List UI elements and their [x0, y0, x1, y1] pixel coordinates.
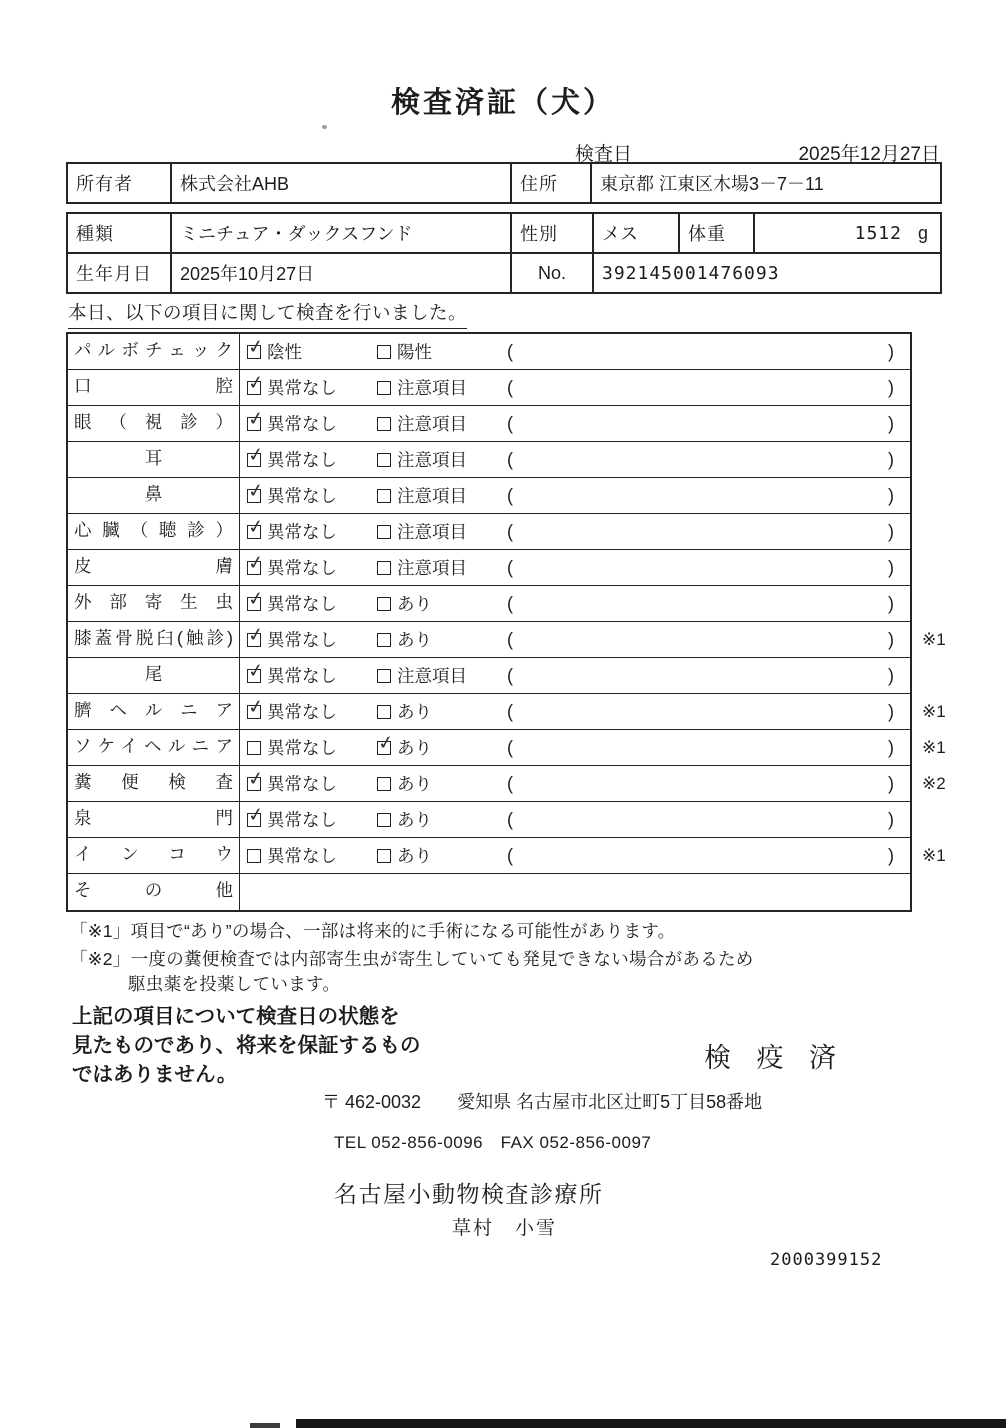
checkbox-icon — [247, 417, 261, 431]
disclaimer-text — [72, 1002, 421, 1089]
paren-open: ( — [507, 665, 513, 685]
checkbox-icon — [377, 813, 391, 827]
option-present — [377, 802, 432, 837]
option-label: 注意項目 — [397, 378, 467, 398]
paren-open: ( — [507, 845, 513, 865]
exam-row-content — [240, 550, 910, 585]
exam-row-eyes — [68, 406, 910, 442]
clinic-address: 愛知県 名古屋市北区辻町5丁目58番地 — [457, 1092, 763, 1112]
weight-unit: g — [917, 222, 928, 243]
exam-row-content — [240, 802, 910, 837]
breed-label: 種類 — [67, 213, 171, 253]
exam-row-content — [240, 334, 910, 369]
option-label: 異常なし — [267, 702, 337, 722]
footnote-marker: ※1 — [922, 737, 946, 757]
breed-value: ミニチュア・ダックスフンド — [171, 213, 511, 253]
exam-row-mouth — [68, 370, 910, 406]
exam-item-label: 糞便検査 — [68, 766, 240, 801]
checkbox-icon — [377, 633, 391, 647]
exam-item-label: 膝蓋骨脱臼(触診) — [68, 622, 240, 657]
exam-table — [66, 332, 946, 912]
paren-open: ( — [507, 413, 513, 433]
option-label: 注意項目 — [397, 450, 467, 470]
option-label: 異常なし — [267, 846, 337, 866]
option-positive — [377, 334, 432, 369]
option-normal — [247, 514, 337, 549]
checkbox-icon — [377, 561, 391, 575]
exam-row-content — [240, 514, 910, 549]
paren-open: ( — [507, 701, 513, 721]
clinic-name: 名古屋小動物検査診療所 — [334, 1181, 604, 1207]
option-label: 陽性 — [397, 342, 432, 362]
option-label: 異常なし — [267, 810, 337, 830]
checkbox-icon — [377, 597, 391, 611]
exam-row-fecal — [68, 766, 946, 802]
footnote-2: 「※2」一度の糞便検査では内部寄生虫が寄生していても発見できない場合があるため — [70, 949, 754, 969]
scan-artifact-small — [250, 1423, 280, 1428]
exam-item-label: 皮膚 — [68, 550, 240, 585]
option-normal — [247, 694, 337, 729]
option-label: 異常なし — [267, 738, 337, 758]
checkbox-icon — [247, 705, 261, 719]
option-normal — [247, 478, 337, 513]
checkbox-icon — [377, 849, 391, 863]
paren-close: ) — [888, 665, 894, 685]
option-label: 注意項目 — [397, 414, 467, 434]
option-caution — [377, 370, 467, 405]
option-present — [377, 586, 432, 621]
option-present — [377, 694, 432, 729]
checkbox-icon — [247, 633, 261, 647]
owner-value: 株式会社AHB — [171, 163, 511, 203]
owner-label: 所有者 — [67, 163, 171, 203]
exam-row-content — [240, 622, 910, 657]
paren-close: ) — [888, 413, 894, 433]
exam-row-content — [240, 406, 910, 441]
option-label: 注意項目 — [397, 558, 467, 578]
option-normal — [247, 370, 337, 405]
scan-speck — [322, 125, 327, 129]
paren-open: ( — [507, 737, 513, 757]
paren-close: ) — [888, 773, 894, 793]
disclaimer-line-2: 見たものであり、将来を保証するもの — [72, 1034, 421, 1057]
exam-item-label: 鼻 — [68, 478, 240, 513]
exam-row-content — [240, 730, 910, 765]
clinic-postal-code: 〒 462-0032 — [322, 1092, 422, 1112]
paren-open: ( — [507, 557, 513, 577]
checkbox-icon — [377, 525, 391, 539]
exam-row-external-parasites — [68, 586, 910, 622]
option-label: 異常なし — [267, 558, 337, 578]
exam-item-label: 外部寄生虫 — [68, 586, 240, 621]
birthdate-label: 生年月日 — [67, 253, 171, 293]
exam-row-inguinal-hernia — [68, 730, 946, 766]
paren-open: ( — [507, 449, 513, 469]
paren-open: ( — [507, 341, 513, 361]
option-label: 異常なし — [267, 486, 337, 506]
exam-row-patella — [68, 622, 946, 658]
quarantine-stamp: 検 疫 済 — [704, 1043, 846, 1073]
option-present — [377, 730, 432, 765]
option-present — [377, 838, 432, 873]
exam-row-tail — [68, 658, 910, 694]
option-label: あり — [397, 738, 432, 758]
no-label: No. — [511, 253, 593, 293]
option-label: あり — [397, 810, 432, 830]
option-label: 異常なし — [267, 414, 337, 434]
exam-item-label: 泉門 — [68, 802, 240, 837]
exam-row-content — [240, 838, 910, 873]
paren-close: ) — [888, 593, 894, 613]
paren-close: ) — [888, 341, 894, 361]
clinic-address-row — [322, 1088, 762, 1114]
weight-value: 1512 — [854, 222, 902, 244]
option-label: あり — [397, 846, 432, 866]
checkbox-icon — [247, 741, 261, 755]
option-label: 異常なし — [267, 630, 337, 650]
checkbox-icon — [377, 417, 391, 431]
address-value: 東京都 江東区木場3－7－11 — [591, 163, 941, 203]
exam-item-label: 臍ヘルニア — [68, 694, 240, 729]
paren-close: ) — [888, 737, 894, 757]
option-label: あり — [397, 702, 432, 722]
paren-close: ) — [888, 845, 894, 865]
checkbox-icon — [377, 777, 391, 791]
option-label: 異常なし — [267, 378, 337, 398]
checkbox-icon — [247, 381, 261, 395]
exam-item-label: 尾 — [68, 658, 240, 693]
option-normal — [247, 442, 337, 477]
option-caution — [377, 406, 467, 441]
exam-item-label: インコウ — [68, 838, 240, 873]
exam-item-label: その他 — [68, 874, 240, 910]
exam-row-content — [240, 874, 910, 910]
page-title: 検査済証（犬） — [390, 87, 615, 119]
checkbox-icon — [247, 597, 261, 611]
exam-item-label: 眼（視診） — [68, 406, 240, 441]
option-label: 異常なし — [267, 450, 337, 470]
option-label: 異常なし — [267, 666, 337, 686]
exam-row-parvo — [68, 334, 910, 370]
option-label: 注意項目 — [397, 486, 467, 506]
exam-row-content — [240, 478, 910, 513]
option-label: あり — [397, 630, 432, 650]
paren-open: ( — [507, 593, 513, 613]
paren-close: ) — [888, 629, 894, 649]
intro-text: 本日、以下の項目に関して検査を行いました。 — [68, 299, 467, 329]
exam-row-content — [240, 442, 910, 477]
option-normal — [247, 550, 337, 585]
option-caution — [377, 478, 467, 513]
exam-row-inkou — [68, 838, 946, 874]
disclaimer-line-1: 上記の項目について検査日の状態を — [72, 1005, 400, 1028]
exam-row-heart — [68, 514, 910, 550]
exam-row-fontanelle — [68, 802, 910, 838]
option-label: 注意項目 — [397, 522, 467, 542]
checkbox-icon — [247, 669, 261, 683]
footnote-marker: ※1 — [922, 629, 946, 649]
paren-close: ) — [888, 701, 894, 721]
exam-row-umbilical-hernia — [68, 694, 946, 730]
clinic-tel-fax: TEL 052-856-0096 FAX 052-856-0097 — [334, 1133, 652, 1152]
footnote-marker: ※1 — [922, 701, 946, 721]
option-normal — [247, 622, 337, 657]
checkbox-icon — [377, 489, 391, 503]
paren-open: ( — [507, 377, 513, 397]
checkbox-icon — [247, 345, 261, 359]
option-normal — [247, 658, 337, 693]
inspection-date-label: 検査日 — [575, 144, 633, 165]
scan-artifact-bar — [296, 1419, 1006, 1428]
inspection-date-value: 2025年12月27日 — [798, 144, 940, 165]
owner-table — [66, 162, 942, 204]
option-normal — [247, 406, 337, 441]
option-label: 異常なし — [267, 774, 337, 794]
checkbox-icon — [247, 453, 261, 467]
exam-item-label: パルボチェック — [68, 334, 240, 369]
paren-close: ) — [888, 377, 894, 397]
option-label: 陰性 — [267, 342, 302, 362]
disclaimer-line-3: ではありません。 — [72, 1063, 238, 1086]
option-label: 異常なし — [267, 522, 337, 542]
checkbox-icon — [377, 705, 391, 719]
option-caution — [377, 514, 467, 549]
option-label: 異常なし — [267, 594, 337, 614]
checkbox-icon — [377, 345, 391, 359]
birthdate-value: 2025年10月27日 — [171, 253, 511, 293]
option-label: あり — [397, 594, 432, 614]
paren-close: ) — [888, 557, 894, 577]
checkbox-icon — [247, 777, 261, 791]
option-present — [377, 766, 432, 801]
option-normal — [247, 766, 337, 801]
option-normal — [247, 802, 337, 837]
paren-open: ( — [507, 521, 513, 541]
exam-row-skin — [68, 550, 910, 586]
exam-row-content — [240, 694, 910, 729]
option-normal — [247, 730, 337, 765]
checkbox-icon — [247, 849, 261, 863]
sex-label: 性別 — [511, 213, 593, 253]
exam-row-nose — [68, 478, 910, 514]
footnote-marker: ※2 — [922, 773, 946, 793]
footnote-2-continued: 駆虫薬を投薬しています。 — [128, 974, 341, 994]
checkbox-icon — [247, 525, 261, 539]
checkbox-icon — [247, 489, 261, 503]
exam-row-ears — [68, 442, 910, 478]
checkbox-icon — [377, 453, 391, 467]
exam-row-other — [68, 874, 910, 910]
weight-label: 体重 — [679, 213, 754, 253]
serial-number: 2000399152 — [770, 1250, 883, 1270]
exam-item-label: 心臓（聴診） — [68, 514, 240, 549]
animal-table — [66, 212, 942, 294]
exam-item-label: 口腔 — [68, 370, 240, 405]
exam-row-content — [240, 658, 910, 693]
option-label: 注意項目 — [397, 666, 467, 686]
option-label: あり — [397, 774, 432, 794]
checkbox-icon — [247, 813, 261, 827]
footnote-1: 「※1」項目で“あり”の場合、一部は将来的に手術になる可能性があります。 — [70, 921, 676, 941]
paren-close: ) — [888, 449, 894, 469]
paren-open: ( — [507, 773, 513, 793]
option-normal — [247, 838, 337, 873]
exam-item-label: 耳 — [68, 442, 240, 477]
no-value: 392145001476093 — [593, 253, 941, 293]
sex-value: メス — [593, 213, 679, 253]
checkbox-icon — [377, 669, 391, 683]
option-caution — [377, 550, 467, 585]
weight-cell — [754, 213, 941, 253]
paren-close: ) — [888, 521, 894, 541]
exam-item-label: ソケイヘルニア — [68, 730, 240, 765]
option-normal — [247, 586, 337, 621]
exam-row-content — [240, 586, 910, 621]
exam-row-content — [240, 766, 910, 801]
paren-open: ( — [507, 809, 513, 829]
paren-close: ) — [888, 809, 894, 829]
paren-open: ( — [507, 485, 513, 505]
checkbox-icon — [377, 741, 391, 755]
checkbox-icon — [377, 381, 391, 395]
paren-open: ( — [507, 629, 513, 649]
footnote-marker: ※1 — [922, 845, 946, 865]
option-caution — [377, 658, 467, 693]
address-label: 住所 — [511, 163, 591, 203]
option-negative — [247, 334, 302, 369]
option-present — [377, 622, 432, 657]
exam-row-content — [240, 370, 910, 405]
paren-close: ) — [888, 485, 894, 505]
veterinarian-name: 草村 小雪 — [452, 1218, 558, 1239]
option-caution — [377, 442, 467, 477]
checkbox-icon — [247, 561, 261, 575]
